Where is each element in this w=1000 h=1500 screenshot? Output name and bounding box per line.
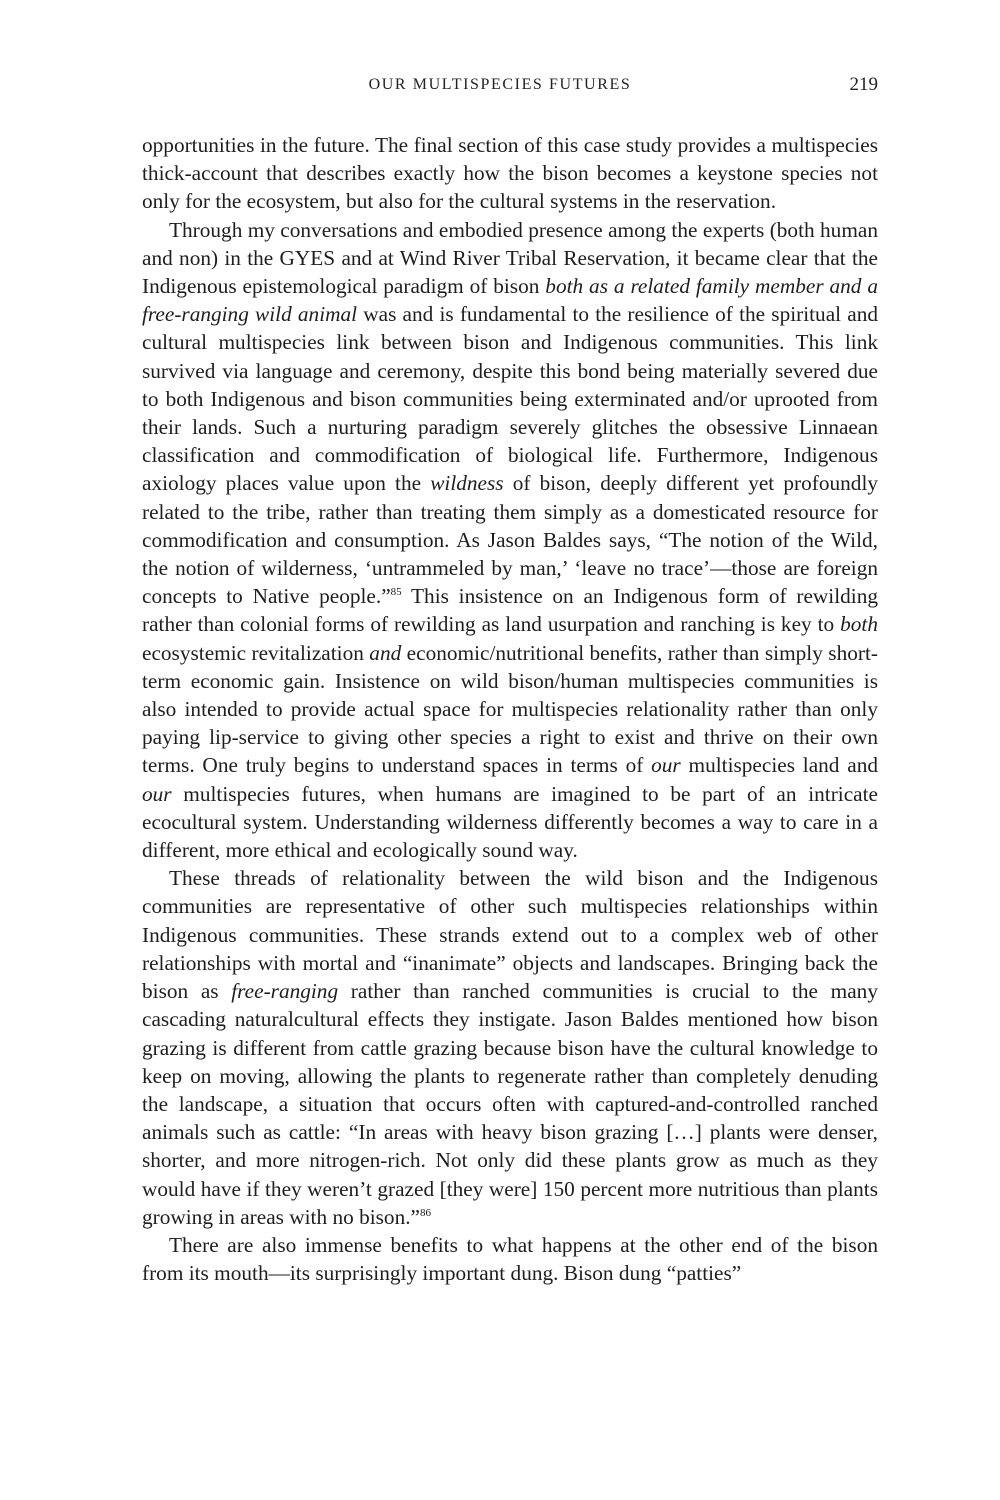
- text-run: rather than ranched communities is crucial to the many cascading naturalcultural effects they instigate. Jason Baldes mentioned how bison grazing is different from cattle grazing because bison have the cultural knowledge to keep on moving, allowing the plants to regenerate rather than completely denuding the landscape, a situation that occurs often with captured-and-controlled ranched animals such as cattle: “In areas with heavy bison grazing […] plants were denser, shorter, and more nitrogen-rich. Not only did these plants grow as much as they would have if they weren’t grazed [they were] 150 percent more nutritious than plants growing in areas with no bison.”: [142, 979, 878, 1229]
- text-run: multispecies land and: [680, 753, 878, 778]
- text-run: These threads of relationality between the wild bison and the Indigenous communities are representative of other such multispecies relationships within Indigenous communities. These strands extend out to a complex web of other relationships with mortal and “inanimate” objects and landscapes. Bringing back the bison as: [142, 866, 878, 1004]
- text-run: ecosystemic revitalization: [142, 640, 370, 665]
- text-run: was and is fundamental to the resilience of the spiritual and cultural multispecies link between bison and Indigenous communities. This link survived via language and ceremony, despite this bond being materially severed due to both Indigenous and bison communities being exterminated and/or uprooted from their lands. Such a nurturing paradigm severely glitches the obsessive Linnaean classification and commodification of biological life. Furthermore, Indigenous axiology places value upon the: [142, 302, 878, 496]
- body-text: [142, 131, 878, 1287]
- italic-text: our: [142, 781, 172, 806]
- page-number: 219: [849, 74, 878, 95]
- footnote-marker: 85: [390, 586, 402, 599]
- paragraph-3: [142, 864, 878, 1231]
- text-run: multispecies futures, when humans are imagined to be part of an intricate ecocultural system. Understanding wilderness differently becomes a way to care in a different, more ethical and ecologically sound way.: [142, 781, 878, 863]
- text-run: opportunities in the future. The final section of this case study provides a multispecies thick-account that describes exactly how the bison becomes a keystone species not only for the ecosystem, but also for the cultural systems in the reservation.: [142, 133, 878, 214]
- paragraph-2: [142, 216, 878, 865]
- italic-text: free-ranging: [231, 979, 339, 1004]
- italic-text: and: [369, 640, 402, 665]
- running-head: [0, 72, 1000, 98]
- italic-text: our: [651, 753, 681, 778]
- italic-text: wildness: [430, 471, 504, 496]
- italic-text: both as a related family member and a free-ranging wild animal: [142, 274, 878, 327]
- footnote-marker: 86: [420, 1206, 431, 1219]
- text-run: of bison, deeply different yet profoundly related to the tribe, rather than treating them simply as a domesticated resource for commodification and consumption. As Jason Baldes says, “The notion of the Wild, the notion of wilderness, ‘untrammeled by man,’ ‘leave no trace’—those are foreign concepts to Native people.”: [142, 471, 879, 609]
- paragraph-4: [142, 1231, 878, 1287]
- text-run: There are also immense benefits to what happens at the other end of the bison from its mouth—its surprisingly important dung. Bison dung “patties”: [142, 1232, 878, 1286]
- italic-text: both: [840, 612, 878, 637]
- paragraph-1: [142, 131, 878, 216]
- text-run: economic/nutritional benefits, rather than simply short-term economic gain. Insistence on wild bison/human multispecies communities is also intended to provide actual space for multispecies relationality rather than only paying lip-service to giving other species a right to exist and thrive on their own terms. One truly begins to understand spaces in terms of: [142, 640, 878, 778]
- text-run: This insistence on an Indigenous form of rewilding rather than colonial forms of rewilding as land usurpation and ranching is key to: [142, 584, 878, 637]
- running-title: OUR MULTISPECIES FUTURES: [368, 76, 632, 93]
- text-run: Through my conversations and embodied presence among the experts (both human and non) in the GYES and at Wind River Tribal Reservation, it became clear that the Indigenous epistemological paradigm of bison: [142, 217, 878, 299]
